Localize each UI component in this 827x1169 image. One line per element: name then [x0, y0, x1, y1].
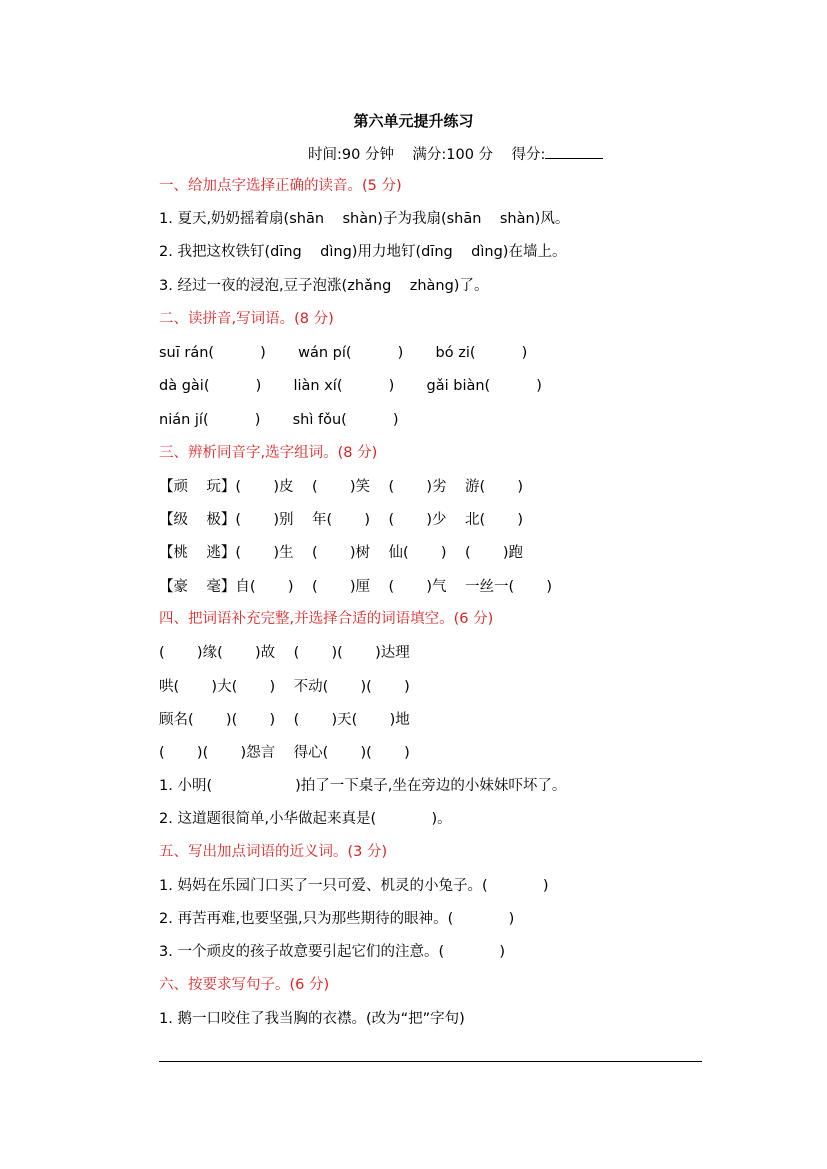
section-heading: 五、写出加点词语的近义词。(3 分) [159, 844, 388, 860]
section-heading: 六、按要求写句子。(6 分) [159, 977, 330, 993]
question-line: 1. 鹅一口咬住了我当胸的衣襟。(改为“把”字句) [159, 1011, 465, 1027]
question-line: suī rán( ) wán pí( ) bó zi( ) [159, 345, 528, 361]
question-line: 1. 妈妈在乐园门口买了一只可爱、机灵的小兔子。( ) [159, 878, 549, 894]
exam-meta [308, 144, 603, 165]
section-heading: 四、把词语补充完整,并选择合适的词语填空。(6 分) [159, 611, 494, 627]
full-marks: 满分:100 分 [412, 147, 494, 163]
question-line: 2. 我把这枚铁钉(dīng dìng)用力地钉(dīng dìng)在墙上。 [159, 244, 567, 260]
question-line: 哄( )大( ) 不动( )( ) [159, 679, 410, 695]
score-label: 得分: [511, 147, 546, 163]
page-title: 第六单元提升练习 [353, 112, 474, 130]
question-line: 【豪 毫】自( ) ( )厘 ( )气 一丝一( ) [159, 579, 553, 595]
section-heading: 三、辨析同音字,选字组词。(8 分) [159, 445, 378, 461]
question-line: 【级 极】( )别 年( ) ( )少 北( ) [159, 512, 524, 528]
question-line: dà gài( ) liàn xí( ) gǎi biàn( ) [159, 378, 542, 394]
score-blank[interactable] [545, 144, 603, 159]
question-line: 3. 经过一夜的浸泡,豆子泡涨(zhǎng zhàng)了。 [159, 278, 489, 294]
section-heading: 一、给加点字选择正确的读音。(5 分) [159, 178, 402, 194]
question-line: 顾名( )( ) ( )天( )地 [159, 712, 410, 728]
section-heading: 二、读拼音,写词语。(8 分) [159, 311, 334, 327]
question-line: ( )( )怨言 得心( )( ) [159, 745, 410, 761]
question-line: 【桃 逃】( )生 ( )树 仙( ) ( )跑 [159, 545, 524, 561]
time-limit: 时间:90 分钟 [308, 147, 394, 163]
question-line: 【顽 玩】( )皮 ( )笑 ( )劣 游( ) [159, 479, 524, 495]
question-line: 2. 再苦再难,也要坚强,只为那些期待的眼神。( ) [159, 911, 515, 927]
question-line: 1. 小明( )拍了一下桌子,坐在旁边的小妹妹吓坏了。 [159, 778, 567, 794]
question-line: 2. 这道题很简单,小华做起来真是( )。 [159, 811, 452, 827]
question-line: ( )缘( )故 ( )( )达理 [159, 645, 410, 661]
question-line: 1. 夏天,奶奶摇着扇(shān shàn)子为我扇(shān shàn)风。 [159, 211, 570, 227]
answer-line[interactable] [159, 1061, 702, 1062]
question-line: nián jí( ) shì fǒu( ) [159, 412, 399, 428]
question-line: 3. 一个顽皮的孩子故意要引起它们的注意。( ) [159, 944, 506, 960]
